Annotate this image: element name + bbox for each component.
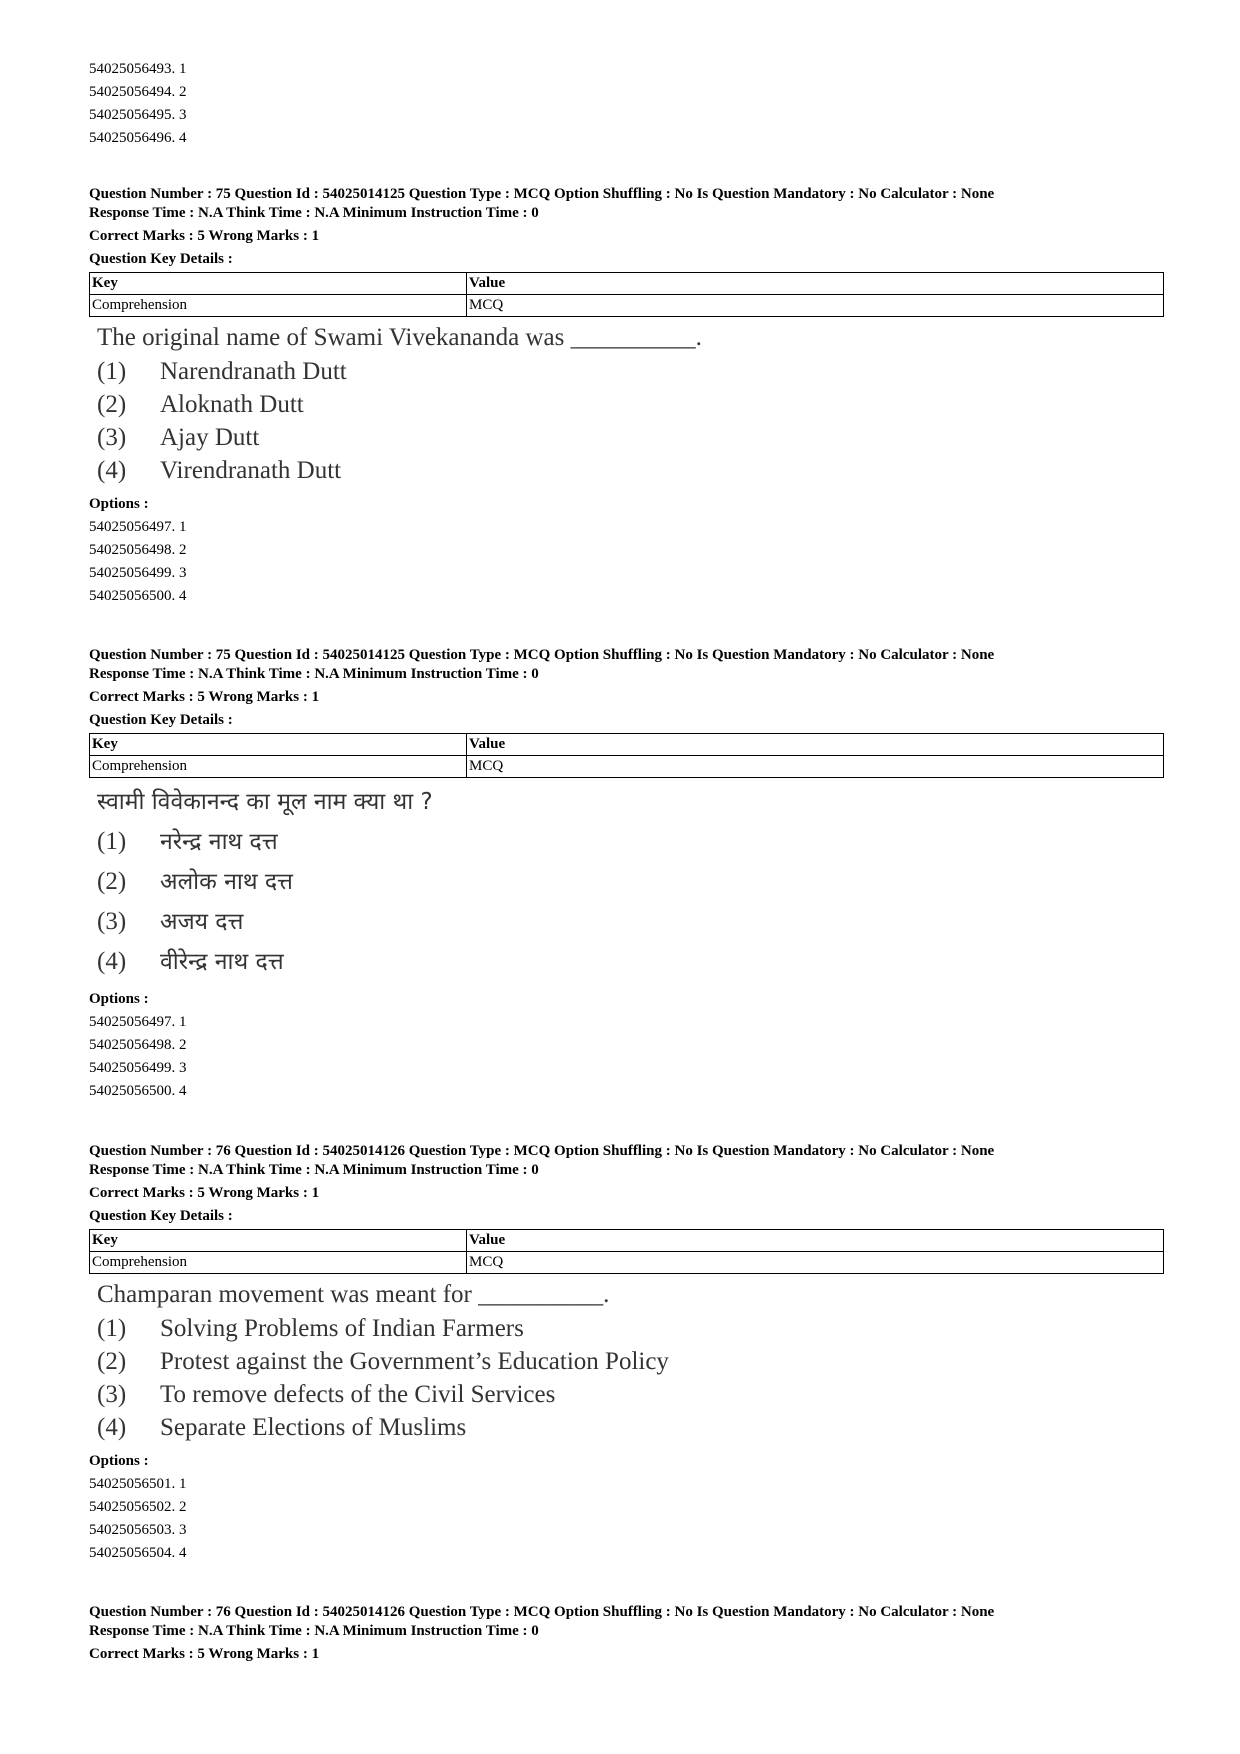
answer-choice bbox=[89, 1378, 1164, 1411]
question-block-75-en bbox=[89, 185, 1164, 608]
choice-text: नरेन्द्र नाथ दत्त bbox=[160, 829, 278, 855]
key-cell: Comprehension bbox=[90, 295, 467, 317]
choice-number: (1) bbox=[97, 358, 127, 385]
option-id-line: 54025056494. 2 bbox=[89, 84, 187, 100]
options-label: Options : bbox=[89, 496, 149, 512]
choice-number: (4) bbox=[97, 1414, 127, 1441]
key-cell: Comprehension bbox=[90, 1252, 467, 1274]
options-label: Options : bbox=[89, 991, 149, 1007]
question-meta: Question Number : 76 Question Id : 54025014126 Question Type : MCQ Option Shuffling : No Is Question Mandatory : No Calculator : None bbox=[89, 1143, 995, 1159]
choice-text: Separate Elections of Muslims bbox=[160, 1414, 467, 1441]
question-block-75-hi bbox=[89, 646, 1164, 1103]
table-row bbox=[90, 1252, 1164, 1274]
question-marks: Correct Marks : 5 Wrong Marks : 1 bbox=[89, 1185, 320, 1201]
question-key-details-label: Question Key Details : bbox=[89, 1208, 233, 1224]
question-key-table bbox=[89, 272, 1164, 317]
question-key-table bbox=[89, 1229, 1164, 1274]
question-marks: Correct Marks : 5 Wrong Marks : 1 bbox=[89, 1646, 320, 1662]
choice-text: Narendranath Dutt bbox=[160, 358, 347, 385]
option-id-line: 54025056496. 4 bbox=[89, 130, 187, 146]
option-id-line: 54025056500. 4 bbox=[89, 1083, 187, 1099]
answer-choice bbox=[89, 822, 1164, 862]
choice-number: (2) bbox=[97, 1348, 127, 1375]
question-marks: Correct Marks : 5 Wrong Marks : 1 bbox=[89, 228, 320, 244]
option-id-line: 54025056499. 3 bbox=[89, 565, 187, 581]
option-id-line: 54025056493. 1 bbox=[89, 61, 187, 77]
choice-number: (1) bbox=[97, 1315, 127, 1342]
question-meta: Question Number : 75 Question Id : 54025014125 Question Type : MCQ Option Shuffling : No Is Question Mandatory : No Calculator : None bbox=[89, 186, 995, 202]
choice-number: (3) bbox=[97, 908, 127, 935]
option-id-line: 54025056502. 2 bbox=[89, 1499, 187, 1515]
table-header-row bbox=[90, 273, 1164, 295]
answer-choice bbox=[89, 902, 1164, 942]
option-id-line: 54025056497. 1 bbox=[89, 519, 187, 535]
choice-number: (4) bbox=[97, 457, 127, 484]
question-stem: The original name of Swami Vivekananda was __________. bbox=[97, 324, 702, 351]
choice-text: Virendranath Dutt bbox=[160, 457, 342, 484]
option-id-line: 54025056495. 3 bbox=[89, 107, 187, 123]
answer-choice bbox=[89, 942, 1164, 982]
choice-number: (4) bbox=[97, 948, 127, 975]
choice-text: अलोक नाथ दत्त bbox=[160, 869, 293, 895]
table-header-row bbox=[90, 1230, 1164, 1252]
option-id-line: 54025056500. 4 bbox=[89, 588, 187, 604]
answer-choice bbox=[89, 1345, 1164, 1378]
choice-text: Protest against the Government’s Education Policy bbox=[160, 1348, 669, 1375]
choice-text: अजय दत्त bbox=[160, 909, 244, 935]
question-meta: Question Number : 75 Question Id : 54025014125 Question Type : MCQ Option Shuffling : No Is Question Mandatory : No Calculator : None bbox=[89, 647, 995, 663]
key-header: Key bbox=[90, 1230, 467, 1252]
value-header: Value bbox=[467, 1230, 1164, 1252]
table-row bbox=[90, 295, 1164, 317]
question-stem: स्वामी विवेकानन्द का मूल नाम क्या था ? bbox=[97, 789, 433, 815]
previous-options-list bbox=[89, 58, 1164, 150]
question-timing: Response Time : N.A Think Time : N.A Minimum Instruction Time : 0 bbox=[89, 205, 539, 221]
choice-text: To remove defects of the Civil Services bbox=[160, 1381, 556, 1408]
key-header: Key bbox=[90, 273, 467, 295]
question-timing: Response Time : N.A Think Time : N.A Minimum Instruction Time : 0 bbox=[89, 1623, 539, 1639]
question-body bbox=[89, 321, 1164, 487]
options-label: Options : bbox=[89, 1453, 149, 1469]
option-id-line: 54025056501. 1 bbox=[89, 1476, 187, 1492]
answer-choice bbox=[89, 1411, 1164, 1444]
value-header: Value bbox=[467, 734, 1164, 756]
answer-choice bbox=[89, 454, 1164, 487]
question-marks: Correct Marks : 5 Wrong Marks : 1 bbox=[89, 689, 320, 705]
table-row bbox=[90, 756, 1164, 778]
answer-choice bbox=[89, 388, 1164, 421]
question-key-details-label: Question Key Details : bbox=[89, 712, 233, 728]
question-stem: Champaran movement was meant for __________. bbox=[97, 1281, 610, 1308]
option-id-line: 54025056497. 1 bbox=[89, 1014, 187, 1030]
question-meta: Question Number : 76 Question Id : 54025014126 Question Type : MCQ Option Shuffling : No Is Question Mandatory : No Calculator : None bbox=[89, 1604, 995, 1620]
question-body bbox=[89, 782, 1164, 982]
key-header: Key bbox=[90, 734, 467, 756]
choice-text: Solving Problems of Indian Farmers bbox=[160, 1315, 524, 1342]
question-block-76-partial bbox=[89, 1603, 1164, 1664]
option-id-line: 54025056499. 3 bbox=[89, 1060, 187, 1076]
value-header: Value bbox=[467, 273, 1164, 295]
choice-text: Ajay Dutt bbox=[160, 424, 260, 451]
question-timing: Response Time : N.A Think Time : N.A Minimum Instruction Time : 0 bbox=[89, 666, 539, 682]
choice-number: (3) bbox=[97, 424, 127, 451]
answer-choice bbox=[89, 355, 1164, 388]
choice-number: (1) bbox=[97, 828, 127, 855]
option-id-line: 54025056503. 3 bbox=[89, 1522, 187, 1538]
answer-choice bbox=[89, 1312, 1164, 1345]
question-key-table bbox=[89, 733, 1164, 778]
choice-text: वीरेन्द्र नाथ दत्त bbox=[160, 949, 284, 975]
question-key-details-label: Question Key Details : bbox=[89, 251, 233, 267]
value-cell: MCQ bbox=[467, 1252, 1164, 1274]
question-body bbox=[89, 1278, 1164, 1444]
choice-number: (2) bbox=[97, 868, 127, 895]
option-id-line: 54025056504. 4 bbox=[89, 1545, 187, 1561]
option-id-line: 54025056498. 2 bbox=[89, 542, 187, 558]
answer-choice bbox=[89, 862, 1164, 902]
key-cell: Comprehension bbox=[90, 756, 467, 778]
table-header-row bbox=[90, 734, 1164, 756]
choice-number: (2) bbox=[97, 391, 127, 418]
choice-text: Aloknath Dutt bbox=[160, 391, 304, 418]
value-cell: MCQ bbox=[467, 756, 1164, 778]
option-id-line: 54025056498. 2 bbox=[89, 1037, 187, 1053]
value-cell: MCQ bbox=[467, 295, 1164, 317]
question-timing: Response Time : N.A Think Time : N.A Minimum Instruction Time : 0 bbox=[89, 1162, 539, 1178]
answer-choice bbox=[89, 421, 1164, 454]
question-block-76-en bbox=[89, 1142, 1164, 1565]
choice-number: (3) bbox=[97, 1381, 127, 1408]
